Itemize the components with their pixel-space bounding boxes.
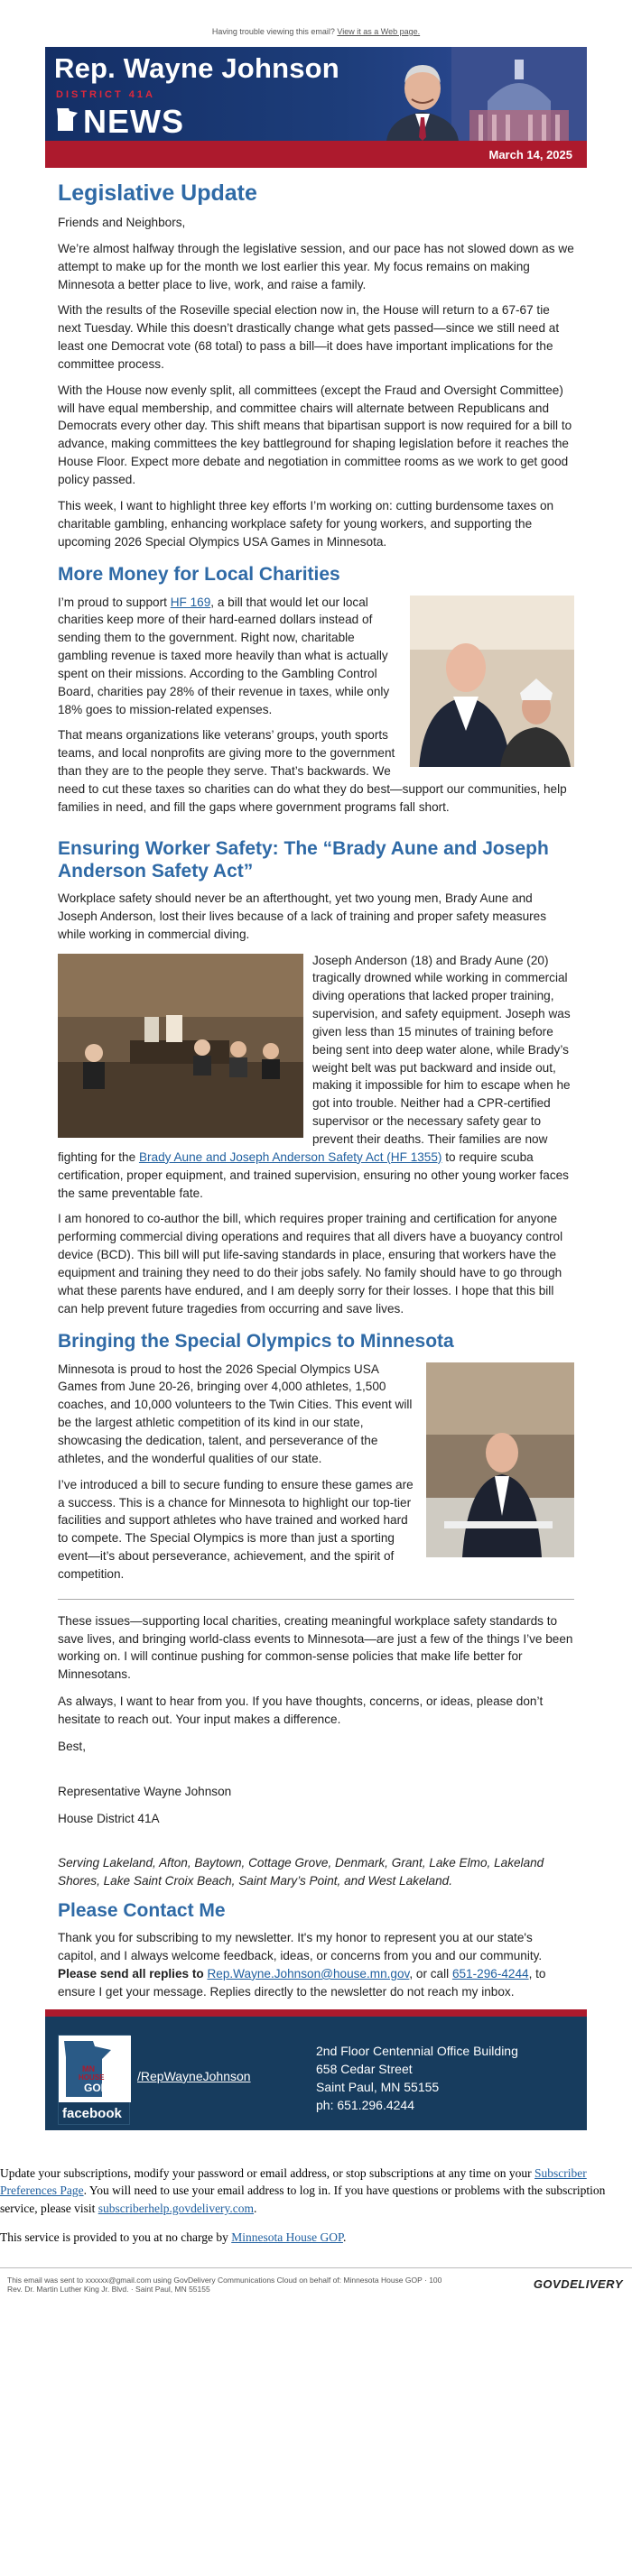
newsletter-banner — [45, 47, 587, 141]
section-title-worker-safety: Ensuring Worker Safety: The “Brady Aune and Joseph Anderson Safety Act” — [58, 837, 549, 882]
safety-paragraph: Joseph Anderson (18) and Brady Aune (20) tragically drowned while working in commercial diving operations that lacked proper training, supervision, and safety equipment. Joseph was given less than 15 minutes of training before being sent into deep water alone, while Brady’s weight belt was put backward and inside out, making it impossible for him to escape when he got into trouble. Neither had a CPR-certified supervisor or the necessary safety gear to prevent their deaths. Their families are now fighting for the Brady Aune and Joseph Anderson Safety Act (HF 1355) to require scuba certification, proper equipment, and trained supervision, ensuring no other young worker faces the same preventable fate. — [58, 953, 571, 1200]
special-olympics-photo — [426, 1362, 574, 1557]
govdelivery-logo: GOVDELIVERY — [533, 2277, 623, 2292]
banner-district: DISTRICT 41A — [56, 89, 155, 100]
subscription-paragraph: Update your subscriptions, modify your password or email address, or stop subscriptions at any time on your Subscriber Preferences Page. You will need to use your email address to log in. If you have questions or problems with the subscription service, please visit subscriberhelp.govdelivery.com. — [0, 2165, 606, 2215]
signature-district: House District 41A — [58, 1811, 160, 1825]
facebook-badge[interactable] — [58, 2035, 130, 2125]
section-title-contact: Please Contact Me — [58, 1900, 226, 1922]
contact-paragraph: Thank you for subscribing to my newsletter. It's my honor to represent you at our state's capitol, and I always welcome feedback, ideas, or concerns from you and our community. Please send all replies to Rep.Wayne.Johnson@house.mn.gov, or call 651-296-4244, to ensure I get your message. Replies directly to the newsletter do not reach my inbox. — [58, 1931, 546, 1999]
svg-text:HOUSE: HOUSE — [79, 2073, 105, 2082]
charities-paragraph: I’m proud to support HF 169, a bill that would let our local charities keep more of their hard-earned dollars instead of sending them to the government. Right now, charitable gambling revenue is taxed more heavily than what is actually spent on their missions. According to the Gambling Control Board, charities pay 28% of their revenue in taxes, while only 18% goes to mission-related expenses. — [58, 595, 390, 716]
contact-section — [58, 1899, 574, 2001]
section-title-legislative-update: Legislative Update — [58, 180, 257, 206]
newsletter-body — [45, 180, 587, 2001]
capitol-dome-graphic — [451, 47, 587, 141]
mn-house-gop-link[interactable]: Minnesota House GOP — [231, 2230, 343, 2244]
subscription-info — [0, 2130, 632, 2247]
mn-house-gop-logo — [59, 2036, 131, 2102]
minnesota-state-icon — [55, 107, 79, 132]
legal-line: This email was sent to xxxxxx@gmail.com using GovDelivery Communications Cloud on behalf of: Minnesota House GOP · 100 — [7, 2276, 442, 2285]
worker-safety-hearing-photo — [58, 954, 303, 1138]
intro-paragraph: This week, I want to highlight three key efforts I’m working on: cutting burdensome taxes on charitable gambling, enhancing workplace safety for young workers, and supporting the upcoming 2026 Special Olympics USA Games in Minnesota. — [58, 498, 554, 549]
service-provider-paragraph: This service is provided to you at no charge by Minnesota House GOP. — [0, 2230, 347, 2244]
charities-paragraph: That means organizations like veterans’ groups, youth sports teams, and local nonprofits are giving more to the government than they are to the people they serve. That’s backwards. We need to cut these taxes so charities can do what they do best—support our communities, help families in need, and fill the gaps where government programs fall short. — [58, 728, 567, 814]
facebook-label: facebook — [62, 2105, 122, 2121]
banner-name: Rep. Wayne Johnson — [54, 52, 339, 84]
closing-section — [58, 1612, 574, 1890]
representative-portrait — [379, 54, 466, 141]
legal-footer — [0, 2267, 632, 2314]
subscriber-preferences-link[interactable]: Subscriber Preferences Page — [0, 2165, 587, 2198]
olympics-paragraph: Minnesota is proud to host the 2026 Special Olympics USA Games from June 20-26, bringing over 4,000 athletes, 1,500 coaches, and 10,000 volunteers to the Twin Cities. This event will be the largest athletic competition of its kind in our state, showcasing the dedication, talent, and perseverance of the athletes, and the wonderful qualities of our state. — [58, 1362, 413, 1465]
section-divider — [58, 1599, 574, 1600]
served-communities: Serving Lakeland, Afton, Baytown, Cottage Grove, Denmark, Grant, Lake Elmo, Lakeland Shores, Lake Saint Croix Beach, Saint Mary’s Point, and West Lakeland. — [58, 1856, 544, 1888]
preheader — [0, 0, 632, 36]
view-web-page-link[interactable]: View it as a Web page. — [337, 27, 421, 36]
olympics-paragraph: I’ve introduced a bill to secure funding to ensure these games are a success. This is a chance for Minnesota to highlight our top-tier facilities and support athletes who have trained and worked hard to compete. The Special Olympics is more than just a sporting event—it’s about perseverance, achievement, and the spirit of competition. — [58, 1477, 414, 1581]
charities-photo — [410, 596, 574, 767]
newsletter-date: March 14, 2025 — [45, 141, 587, 168]
office-address: 2nd Floor Centennial Office Building 658 Cedar Street Saint Paul, MN 55155 ph: 651.296.4244 — [316, 2043, 518, 2113]
intro-paragraph: Friends and Neighbors, — [58, 216, 186, 229]
newsletter-footer — [45, 2017, 587, 2130]
section-title-charities: More Money for Local Charities — [58, 564, 340, 586]
charities-section — [58, 563, 574, 824]
contact-phone-link[interactable]: 651-296-4244 — [451, 1966, 529, 1980]
worker-safety-section — [58, 837, 574, 1318]
intro-paragraph: With the House now evenly split, all committees (except the Fraud and Oversight Committee) will have equal membership, and committee chairs will alternate between Republicans and Democrats every other day. This shift means that bipartisan support is now required for a bill to advance, making committees the key battleground for shaping legislation before it reaches the House Floor. Expect more debate and negotiation in committee rooms as we work to get good policy passed. — [58, 383, 572, 486]
signoff: Best, — [58, 1739, 86, 1753]
closing-paragraph: These issues—supporting local charities, creating meaningful workplace safety standards to save lives, and bringing world-class events to Minnesota—are just a few of the things I’ve been working on. I will continue pushing for common-sense policies that make life better for Minnesotans. — [58, 1613, 573, 1682]
signature-name: Representative Wayne Johnson — [58, 1784, 232, 1798]
hf-169-link[interactable]: HF 169 — [170, 595, 211, 609]
special-olympics-section — [58, 1330, 574, 1591]
facebook-handle-link[interactable]: /RepWayneJohnson — [137, 2068, 251, 2083]
newsletter — [45, 47, 587, 2130]
safety-paragraph: Workplace safety should never be an afterthought, yet two young men, Brady Aune and Joseph Anderson, lost their lives because of a lack of training and proper safety measures while working in commercial diving. — [58, 891, 547, 941]
intro-paragraph: With the results of the Roseville special election now in, the House will return to a 67-67 tie next Tuesday. While this doesn’t drastically change what gets passed—since we still need at least one Democrat vote (68 total) to pass a bill—it does have important implications for the committee process. — [58, 303, 560, 371]
svg-text:MN: MN — [82, 2064, 95, 2073]
preheader-text: Having trouble viewing this email? — [211, 27, 335, 36]
legal-line: Rev. Dr. Martin Luther King Jr. Blvd. · Saint Paul, MN 55155 — [7, 2285, 210, 2294]
subscriber-help-link[interactable]: subscriberhelp.govdelivery.com — [98, 2202, 255, 2215]
closing-paragraph: As always, I want to hear from you. If you have thoughts, concerns, or ideas, please don’t hesitate to reach out. Your input makes a difference. — [58, 1694, 544, 1726]
hf-1355-link[interactable]: Brady Aune and Joseph Anderson Safety Act (HF 1355) — [138, 1150, 442, 1164]
section-title-special-olympics: Bringing the Special Olympics to Minnesota — [58, 1331, 454, 1353]
banner-news: NEWS — [83, 103, 184, 140]
footer-red-bar — [45, 2009, 587, 2017]
safety-paragraph: I am honored to co-author the bill, which requires proper training and certification for anyone performing commercial diving operations and requires that all divers have a buoyancy control device (BCD). This bill will put life-saving standards in place, ensuring that workers have the equipment and training they need to do their jobs safely. No family should have to go through what these parents have endured, and I am deeply sorry for their losses. I hope that this bill can help prevent future tragedies from occurring and save lives. — [58, 1212, 563, 1316]
svg-text:GOP: GOP — [84, 2081, 108, 2094]
intro-paragraph: We’re almost halfway through the legislative session, and our pace has not slowed down as we attempt to make up for the month we lost earlier this year. My focus remains on making Minnesota a better place to live, work, and raise a family. — [58, 241, 574, 291]
contact-email-link[interactable]: Rep.Wayne.Johnson@house.mn.gov — [207, 1966, 410, 1980]
